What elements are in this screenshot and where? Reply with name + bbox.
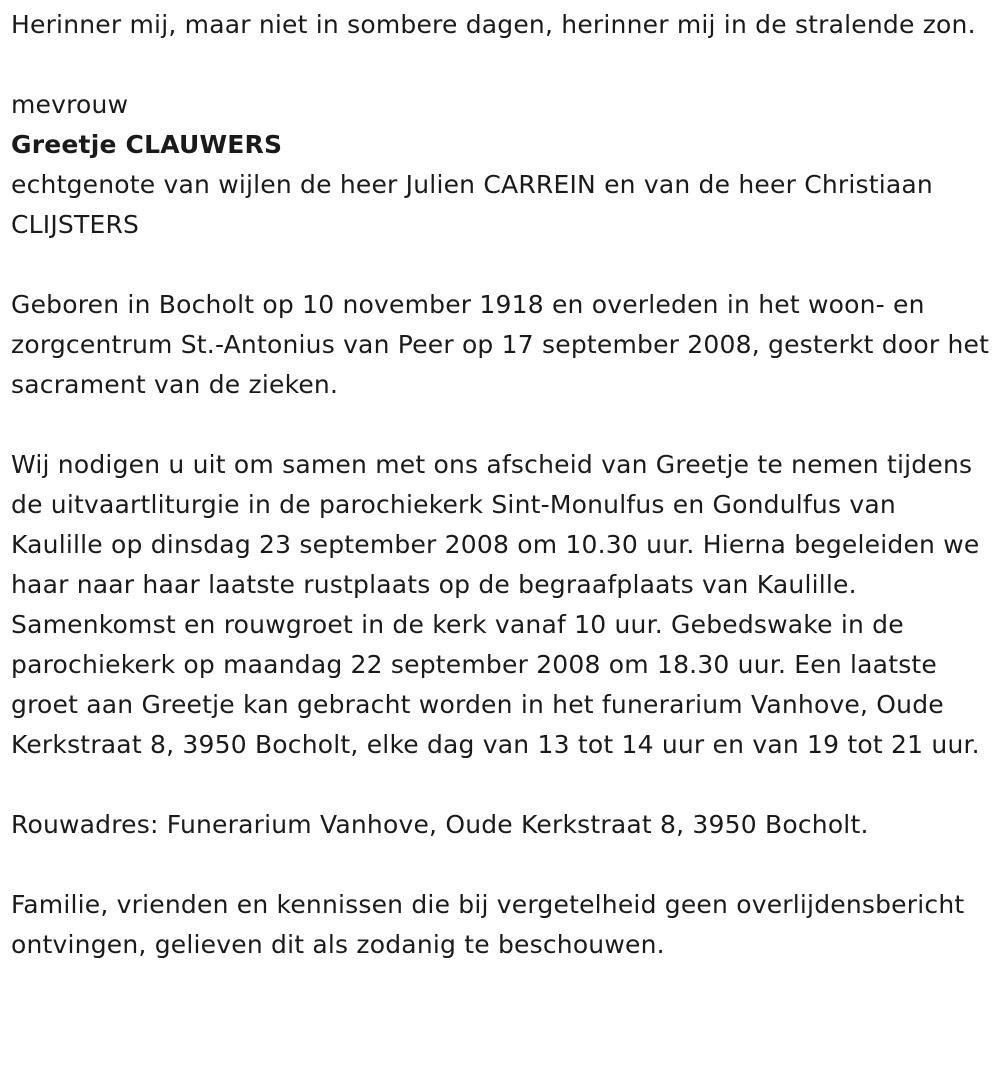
birth-death-paragraph: Geboren in Bocholt op 10 november 1918 en overleden in het woon- en zorgcentrum St.-Antonius van Peer op 17 september 2008, gesterkt door het sacrament van de zieken. [11, 290, 990, 399]
spouse-line: echtgenote van wijlen de heer Julien CARREIN en van de heer Christiaan CLIJSTERS [11, 170, 933, 239]
spacer [11, 45, 993, 85]
opening-quote: Herinner mij, maar niet in sombere dagen, herinner mij in de stralende zon. [11, 10, 976, 39]
closing-notice: Familie, vrienden en kennissen die bij vergetelheid geen overlijdensbericht ontvingen, gelieven dit als zodanig te beschouwen. [11, 890, 965, 959]
obituary-document [11, 5, 993, 965]
spacer [11, 405, 993, 445]
deceased-name: Greetje CLAUWERS [11, 130, 283, 159]
spacer [11, 765, 993, 805]
spacer [11, 845, 993, 885]
mourning-address: Rouwadres: Funerarium Vanhove, Oude Kerkstraat 8, 3950 Bocholt. [11, 810, 869, 839]
salutation: mevrouw [11, 90, 129, 119]
funeral-invitation-paragraph: Wij nodigen u uit om samen met ons afscheid van Greetje te nemen tijdens de uitvaartliturgie in de parochiekerk Sint-Monulfus en Gondulfus van Kaulille op dinsdag 23 september 2008 om 10.30 uur. Hierna begeleiden we haar naar haar laatste rustplaats op de begraafplaats van Kaulille. Samenkomst en rouwgroet in de kerk vanaf 10 uur. Gebedswake in de parochiekerk op maandag 22 september 2008 om 18.30 uur. Een laatste groet aan Greetje kan gebracht worden in het funerarium Vanhove, Oude Kerkstraat 8, 3950 Bocholt, elke dag van 13 tot 14 uur en van 19 tot 21 uur. [11, 450, 980, 759]
spacer [11, 245, 993, 285]
